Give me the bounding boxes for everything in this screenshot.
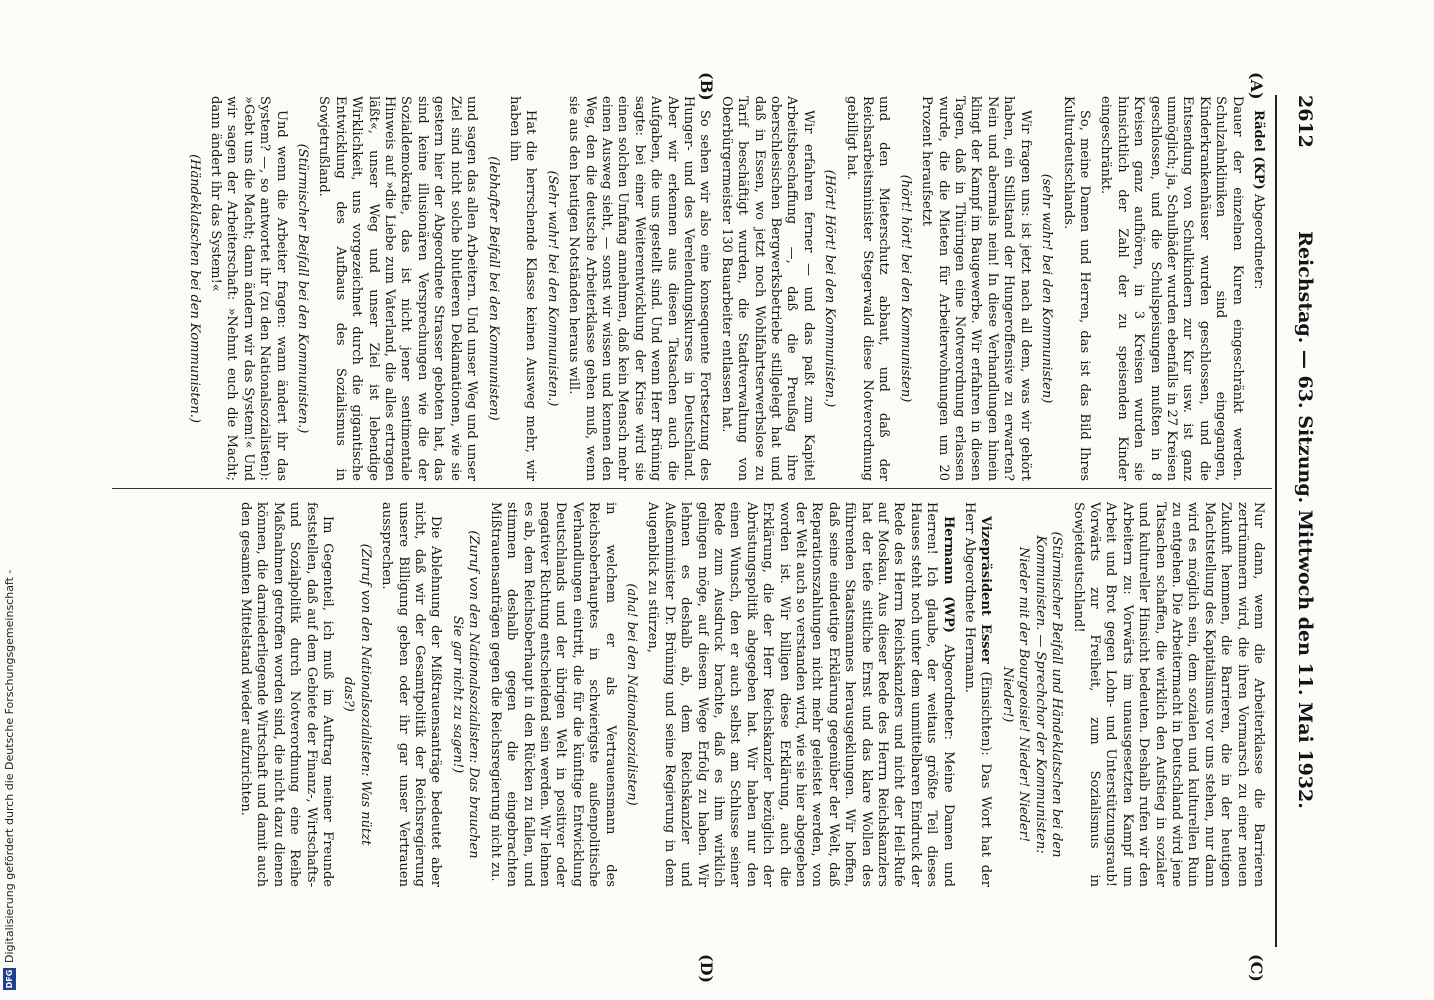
- speaker-paragraph: [961, 502, 994, 887]
- interjection: (Hört! Hört! bei den Kommunisten.): [822, 169, 838, 408]
- dfg-logo-icon: DFG: [4, 969, 14, 989]
- body-paragraph: Und wenn die Arbeiter fragen: wann ändert ihr das System? —, so antwortet ihr (zu den Nationalsozialisten): »Gebt uns die Macht; dann ändern wir das System!« Und wir sagen der Arbeiterschaft: »Nehmt euch die Macht; dann ändert ihr das System!«: [208, 96, 289, 481]
- body-paragraph: Wir fragen uns: ist jetzt nach all dem, was wir gehört haben, ein Stillstand der Hungeroffensive zu erwarten? Nein und abermals nein! In diese Verhandlungen hinein klingt der Kampf im Baugewerbe. Wir erfahren in diesen Tagen, daß in Thüringen eine Notverordnung erlassen wurde, die die Mieten für Arbeiterwohnungen um 20 Prozent heraufsetzt: [919, 96, 1033, 481]
- body-paragraph: Nur dann, wenn die Arbeiterklasse die Barrieren zertrümmern wird, die ihren Vormarsch zu einer neuen Zukunft hemmen, die Barrieren, die in der heutigen Machtstellung des Kapitalismus vor uns stehen, nur dann wird es möglich sein, dem sozialen und kulturellen Ruin zu entgehen. Die Arbeitermacht in Deutschland wird jene Tatsachen schaffen, die wirklich den Aufstieg in sozialer und kultureller Hinsicht bedeuten. Deshalb rufen wir den Arbeitern zu: Vorwärts im unausgesetzten Kampf um Arbeit und Brot gegen Lohn- und Unterstützungsraub! Vorwärts zur Freiheit, zum Sozialismus in Sowjetdeutschland!: [1070, 502, 1266, 887]
- column-separator: [112, 488, 1272, 489]
- body-paragraph: Im Gegenteil, ich muß im Auftrag meiner Freunde feststellen, daß auf dem Gebiete der Finanz-, Wirtschafts- und Sozialpolitik durch Notverordnung eine Reihe Maßnahmen getroffen worden sind, die nicht dazu dienen können, die darniederliegende Wirtschaft und damit auch den gesamten Mittelstand wieder aufzurichten.: [238, 502, 336, 887]
- interjection: (Stürmischer Beifall bei den Kommunisten.): [295, 143, 311, 434]
- speaker-paragraph: [644, 502, 956, 887]
- interjection: (sehr wahr! bei den Kommunisten): [1039, 173, 1055, 404]
- body-paragraph: So sehen wir also eine konsequente Fortsetzung des Hunger- und des Verelendungskurses in Deutschland. Aber wir erkennen aus diesen Tatsachen auch die Aufgaben, die uns gestellt sind. Und wenn Herr Brüning sagte: bei einer Weiterentwicklung der Krise wird sie einen solchen Umfang annehmen, daß kein Mensch mehr einen Ausweg sieht, — sonst wir wissen und kennen den Weg, den die deutsche Arbeiterklasse gehen muß, wenn sie aus den heutigen Notständen heraus will.: [566, 96, 713, 481]
- interjection: (Zuruf von den Nationalsozialisten: Was nützt das?): [341, 543, 373, 846]
- body-paragraph: Hat die herrschende Klasse keinen Ausweg mehr, wir haben ihn: [506, 96, 539, 481]
- header-rule: [1275, 95, 1277, 947]
- interjection: (Stürmischer Beifall und Händeklatschen bei den Kommunisten. — Sprechchor der Kommunisten: Nieder mit der Bourgeoisie! Nieder! Nieder! Nieder!): [999, 531, 1065, 858]
- body-paragraph: Wir erfahren ferner — und das paßt zum Kapitel Arbeitsbeschaffung —, daß die Preußag ihre oberschlesischen Bergwerksbetriebe stillgelegt hat und daß in Essen, wo jetzt noch Wohlfahrtserwerbslose zu Tarif beschäftigt wurden, die Stadtverwaltung von Oberbürgermeister 130 Bauarbeiter entlassen hat.: [718, 96, 816, 481]
- speaker-name: Vizepräsident Esser: [978, 516, 994, 664]
- speech-text: Abgeordneter: Meine Damen und Herren! Ich glaube, der weitaus größte Teil dieses Hauses steht noch unter dem unmittelbaren Eindruck der Rede des Herrn Reichskanzlers und nicht der Heil-Rufe auf Moskau. Aus dieser Rede des Herrn Reichskanzlers hat der tiefe sittliche Ernst und das klare Wollen des führenden Staatsmannes herausgeklungen. Wir hoffen, daß seine eindeutige Erklärung gegenüber der Welt, daß Reparationszahlungen nicht mehr geleistet werden, von der Welt auch so verstanden wird, wie sie hier abgegeben worden ist. Wir billigen diese Erklärung, auch die Erklärung, die der Herr Reichskanzler bezüglich der Abrüstungspolitik abgegeben hat. Wir haben nur den einen Wunsch, den er auch selbst am Schlusse seiner Rede zum Ausdruck brachte, daß es ihm wirklich gelingen möge, auf diesem Wege Erfolg zu haben. Wir lehnen es deshalb ab, dem Reichskanzler und Außenminister Dr. Brüning und seine Regierung in dem Augenblick zu stürzen,: [645, 502, 956, 887]
- margin-mark-b: (B): [697, 72, 716, 101]
- page-number: 2612: [1294, 95, 1316, 148]
- page-header: [1276, 95, 1316, 945]
- margin-mark-a: (A): [1247, 72, 1266, 100]
- body-paragraph: So, meine Damen und Herren, das ist das Bild Ihres Kulturdeutschlands.: [1060, 96, 1092, 481]
- margin-mark-c: (C): [1247, 954, 1266, 982]
- interjection: (hört! hört! bei den Kommunisten): [897, 174, 913, 403]
- body-paragraph: und sagen das allen Arbeitern. Und unser Weg und unser Ziel sind nicht solche blutleeren Deklamationen, wie sie gestern hier der Abgeordnete Strasser geboten hat, das sind keine illusionären Versprechungen wie die der Sozialdemokratie, das ist nicht jener sentimentale Hinweis auf »die Liebe zum Vaterland, die alles ertragen läßt«, unser Weg und unser Ziel ist lebendige Wirklichkeit, uns vorgezeichnet durch die gigantische Entwicklung des Aufbaus des Sozialismus in Sowjetrußland.: [316, 96, 480, 481]
- left-column: [116, 96, 1266, 481]
- speaker-paragraph: [1250, 96, 1266, 481]
- interjection: (Sehr wahr! bei den Kommunisten.): [544, 170, 560, 407]
- interjection: (Zuruf von den Nationalsozialisten: Das brauchen Sie gar nicht zu sagen!): [449, 530, 482, 859]
- body-paragraph: in welchem er als Vertrauensmann des Reichsoberhauptes in schwierigste außenpolitische Verhandlungen eintritt, die für die künftige Entwicklung Deutschlands und der übrigen Welt in positiver oder negativer Richtung entscheidend sein werden. Wir lehnen es ab, dem Reichsoberhaupt in den Rücken zu fallen, und stimmen deshalb gegen die eingebrachten Mißtrauensanträgen gegen die Reichsregierung nicht zu.: [487, 502, 618, 887]
- body-paragraph: Dauer der einzelnen Kuren eingeschränkt werden. Schulzahnkliniken sind eingegangen, Kinderkrankenhäuser wurden geschlossen, und die Entsendung von Schulkindern zur Kur usw. ist ganz unmöglich; ja, Schulbäder wurden ebenfalls in 27 Kreisen geschlossen, und die Schulspeisungen mußten in 8 Kreisen ganz aufhören, in 3 Kreisen wurden sie hinsichtlich der Zahl der zu speisenden Kinder eingeschränkt.: [1098, 96, 1245, 481]
- speech-text: (Einsichten): Das Wort hat der Herr Abgeordnete Hermann.: [962, 502, 994, 887]
- speaker-name: Rädel (KP): [1251, 110, 1266, 190]
- credit-text: Digitalisierung gefördert durch die Deutsche Forschungsgemeinschaft -: [2, 569, 16, 963]
- speech-text: Abgeordneter:: [1251, 189, 1266, 290]
- body-paragraph: und den Mieterschutz abbaut, und daß der Reichsarbeitsminister Stegerwald diese Notverordnung gebilligt hat.: [843, 96, 892, 481]
- body-paragraph: Die Ablehnung der Mißtrauensanträge bedeutet aber nicht, daß wir der Gesamtpolitik der Reichsregierung unsere Billigung geben oder ihr gar unser Vertrauen aussprechen.: [379, 502, 444, 887]
- margin-mark-d: (D): [697, 954, 716, 984]
- interjection: (Händeklatschen bei den Kommunisten.): [186, 154, 202, 423]
- right-column: [116, 502, 1266, 887]
- interjection: (aha! bei den Nationalsozialisten): [623, 583, 639, 806]
- running-title: Reichstag. — 63. Sitzung. Mittwoch den 11. Mai 1932.: [1294, 231, 1316, 809]
- interjection: (lebhafter Beifall bei den Kommunisten): [485, 156, 501, 421]
- digitization-credit: [1, 390, 17, 990]
- speaker-name: Hermann (WP): [940, 516, 956, 633]
